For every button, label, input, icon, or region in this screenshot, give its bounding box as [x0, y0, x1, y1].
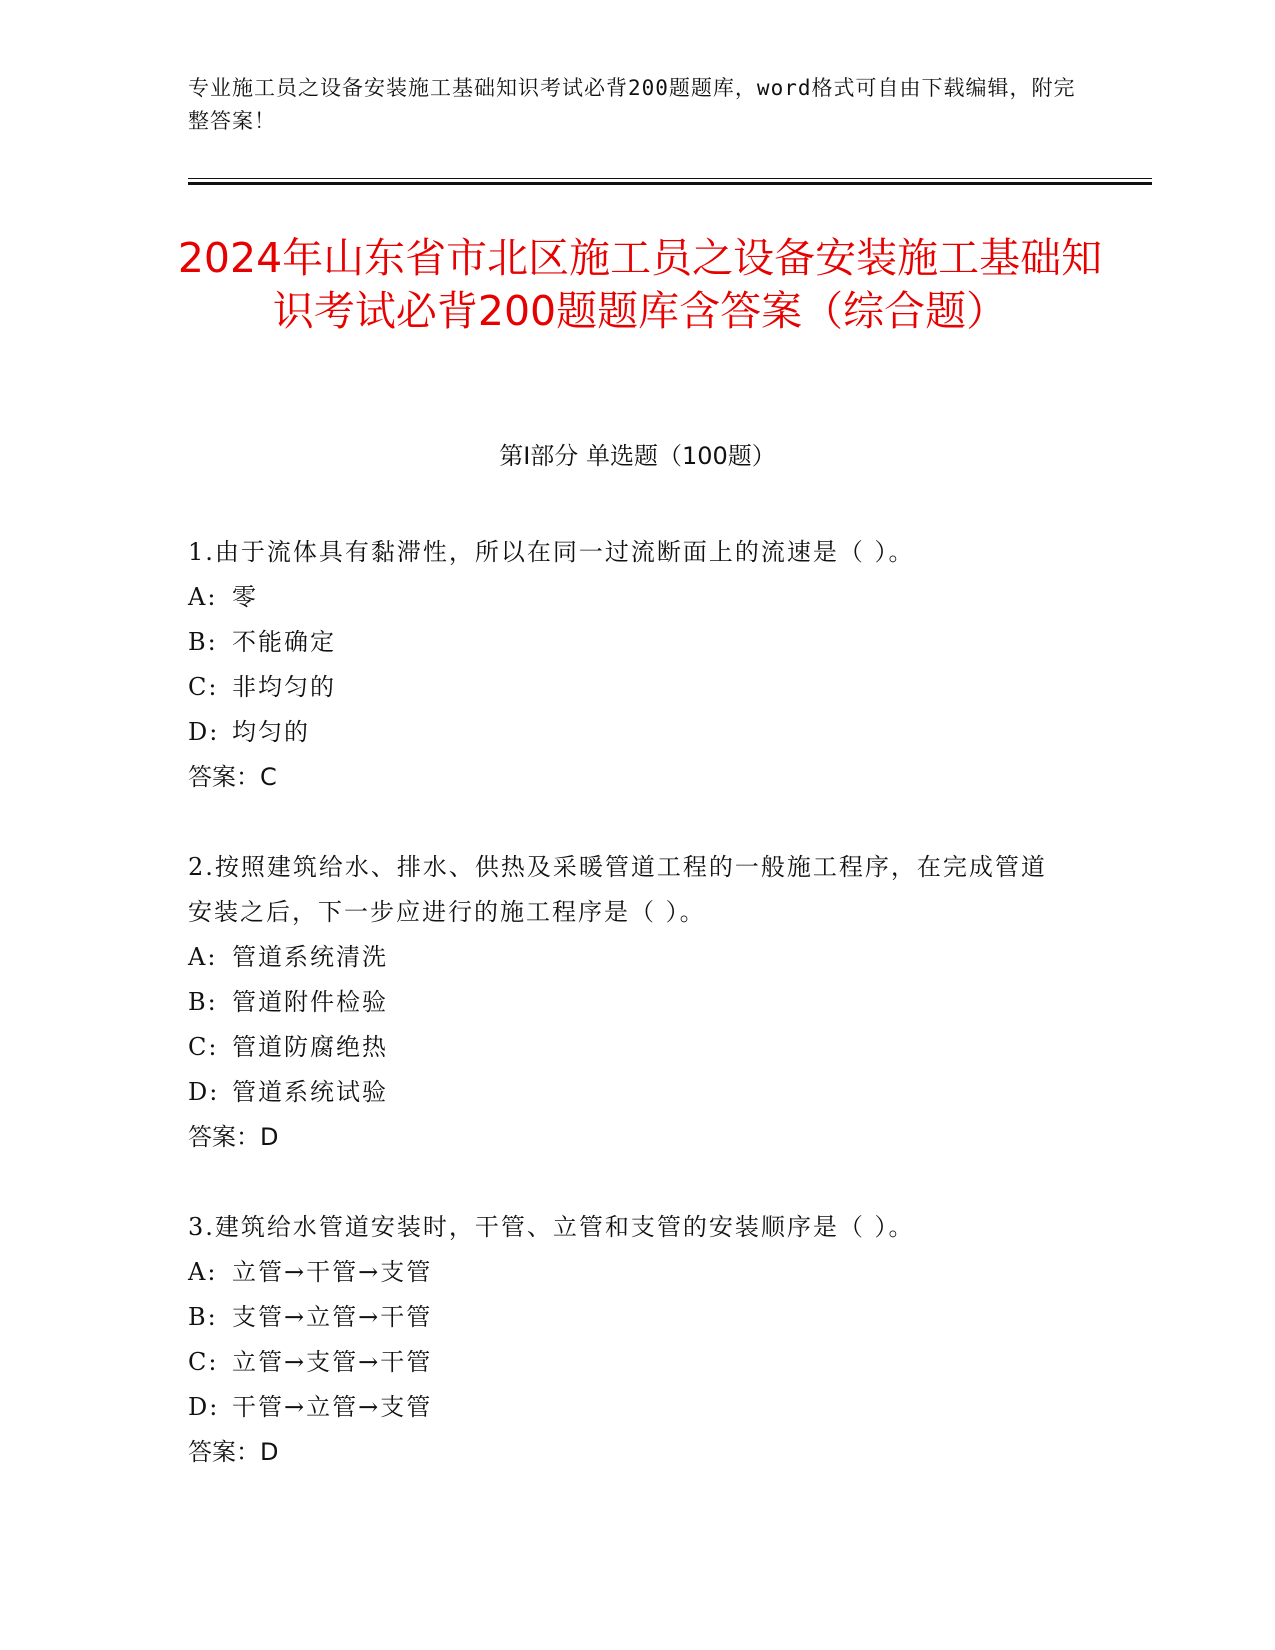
- option-key: A:: [188, 583, 218, 611]
- option-key: D:: [188, 1393, 220, 1421]
- header-note: 专业施工员之设备安装施工基础知识考试必背200题题库，word格式可自由下载编辑，附完整答案！: [188, 76, 1076, 133]
- option-key: C:: [188, 1348, 219, 1376]
- document-title: 2024年山东省市北区施工员之设备安装施工基础知识考试必背200题题库含答案（综合题）: [177, 234, 1103, 335]
- option-c: [188, 1025, 1068, 1070]
- question-list: [188, 530, 1068, 1520]
- question-3: [188, 1205, 1068, 1475]
- option-b: [188, 980, 1068, 1025]
- option-text: 干管→立管→支管: [232, 1393, 433, 1421]
- option-text: 不能确定: [232, 628, 336, 656]
- option-text: 零: [232, 583, 258, 611]
- option-key: C:: [188, 1033, 219, 1061]
- option-text: 管道系统清洗: [232, 943, 388, 971]
- answer-line: 答案：D: [188, 1438, 279, 1466]
- option-text: 管道附件检验: [232, 988, 388, 1016]
- option-c: [188, 1340, 1068, 1385]
- option-key: A:: [188, 1258, 218, 1286]
- option-text: 立管→干管→支管: [232, 1258, 433, 1286]
- answer-line: 答案：C: [188, 763, 277, 791]
- option-key: B:: [188, 988, 218, 1016]
- option-key: C:: [188, 673, 219, 701]
- option-d: [188, 1070, 1068, 1115]
- option-c: [188, 665, 1068, 710]
- option-text: 支管→立管→干管: [232, 1303, 433, 1331]
- option-d: [188, 710, 1068, 755]
- option-text: 非均匀的: [232, 673, 336, 701]
- option-text: 均匀的: [232, 718, 310, 746]
- option-key: B:: [188, 1303, 218, 1331]
- option-text: 立管→支管→干管: [232, 1348, 433, 1376]
- option-d: [188, 1385, 1068, 1430]
- option-key: D:: [188, 718, 220, 746]
- question-stem: 3.建筑给水管道安装时，干管、立管和支管的安装顺序是（ ）。: [188, 1213, 915, 1241]
- option-key: D:: [188, 1078, 220, 1106]
- question-1: [188, 530, 1068, 800]
- answer-line: 答案：D: [188, 1123, 279, 1151]
- option-text: 管道防腐绝热: [232, 1033, 388, 1061]
- question-2: [188, 845, 1068, 1160]
- option-b: [188, 1295, 1068, 1340]
- section-title: 第Ⅰ部分 单选题（100题）: [499, 442, 776, 470]
- option-key: B:: [188, 628, 218, 656]
- option-a: [188, 935, 1068, 980]
- question-stem: 2.按照建筑给水、排水、供热及采暖管道工程的一般施工程序，在完成管道安装之后，下一步应进行的施工程序是（ ）。: [188, 853, 1047, 926]
- question-stem: 1.由于流体具有黏滞性，所以在同一过流断面上的流速是（ ）。: [188, 538, 915, 566]
- header-rule-thick: [188, 182, 1152, 185]
- header-rule-thin: [188, 178, 1152, 179]
- option-b: [188, 620, 1068, 665]
- option-text: 管道系统试验: [232, 1078, 388, 1106]
- option-a: [188, 1250, 1068, 1295]
- option-key: A:: [188, 943, 218, 971]
- option-a: [188, 575, 1068, 620]
